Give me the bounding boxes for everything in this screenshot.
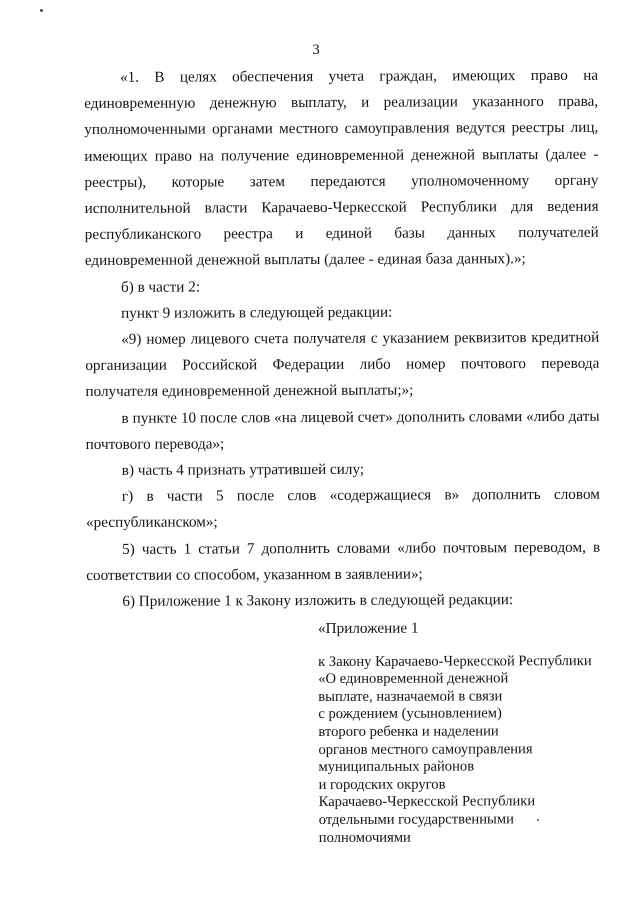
paragraph-point-10: в пункте 10 после слов «на лицевой счет» дополнить словами «либо даты почтового перевода»; (85, 407, 600, 453)
appendix-line: и городских округов (318, 776, 446, 793)
appendix-line: выплате, назначаемой в связи (318, 688, 503, 705)
appendix-line: Карачаево-Черкесской Республики (318, 793, 536, 811)
appendix-header (318, 619, 619, 847)
paragraph-point-9-text: «9) номер лицевого счета получателя с указанием реквизитов кредитной организации Российской Федерации либо номер почтового перевода получателя единовременной денежной выплаты;»; (85, 328, 600, 401)
appendix-line: полномочиями (318, 829, 411, 846)
paragraph-item-6: 6) Приложение 1 к Закону изложить в следующей редакции: (122, 591, 514, 610)
document-body (84, 63, 600, 616)
page-number: 3 (312, 42, 320, 58)
appendix-line: к Закону Карачаево-Черкесской Республики (318, 652, 592, 670)
paragraph-item-5: 5) часть 1 статьи 7 дополнить словами «либо почтовым переводом, в соответствии со способом, указанном в заявлении»; (86, 538, 601, 584)
scan-speck (40, 9, 43, 12)
appendix-line: «О единовременной денежной (318, 670, 509, 688)
paragraph-item-g: г) в части 5 после слов «содержащиеся в» дополнить словом «республиканском»; (85, 486, 600, 532)
paragraph-clause-1: «1. В целях обеспечения учета граждан, имеющих право на единовременную денежную выплату, и реализации указанного права, уполномоченными органами местного самоуправления ведутся реестры лиц, имеющих право на получение единовременной денежной выплаты (далее - реестры), которые затем передаются уполномоченному органу исполнительной власти Карачаево-Черкесской Республики для ведения республиканского реестра и единой базы данных получателей единовременной денежной выплаты (далее - единая база данных).»; (84, 66, 599, 270)
appendix-line: второго ребенка и наделении (318, 723, 499, 740)
appendix-line: органов местного самоуправления (318, 740, 533, 758)
appendix-title: «Приложение 1 (318, 619, 419, 637)
appendix-line: с рождением (усыновлением) (318, 705, 502, 723)
appendix-line: отдельными государственными (318, 811, 514, 828)
paragraph-point-9-intro: пункт 9 изложить в следующей редакции: (121, 303, 393, 322)
appendix-line: муниципальных районов (318, 758, 475, 776)
paragraph-item-v: в) часть 4 признать утратившей силу; (121, 460, 365, 479)
scan-speck (537, 819, 539, 821)
paragraph-item-b: б) в части 2: (120, 278, 201, 296)
